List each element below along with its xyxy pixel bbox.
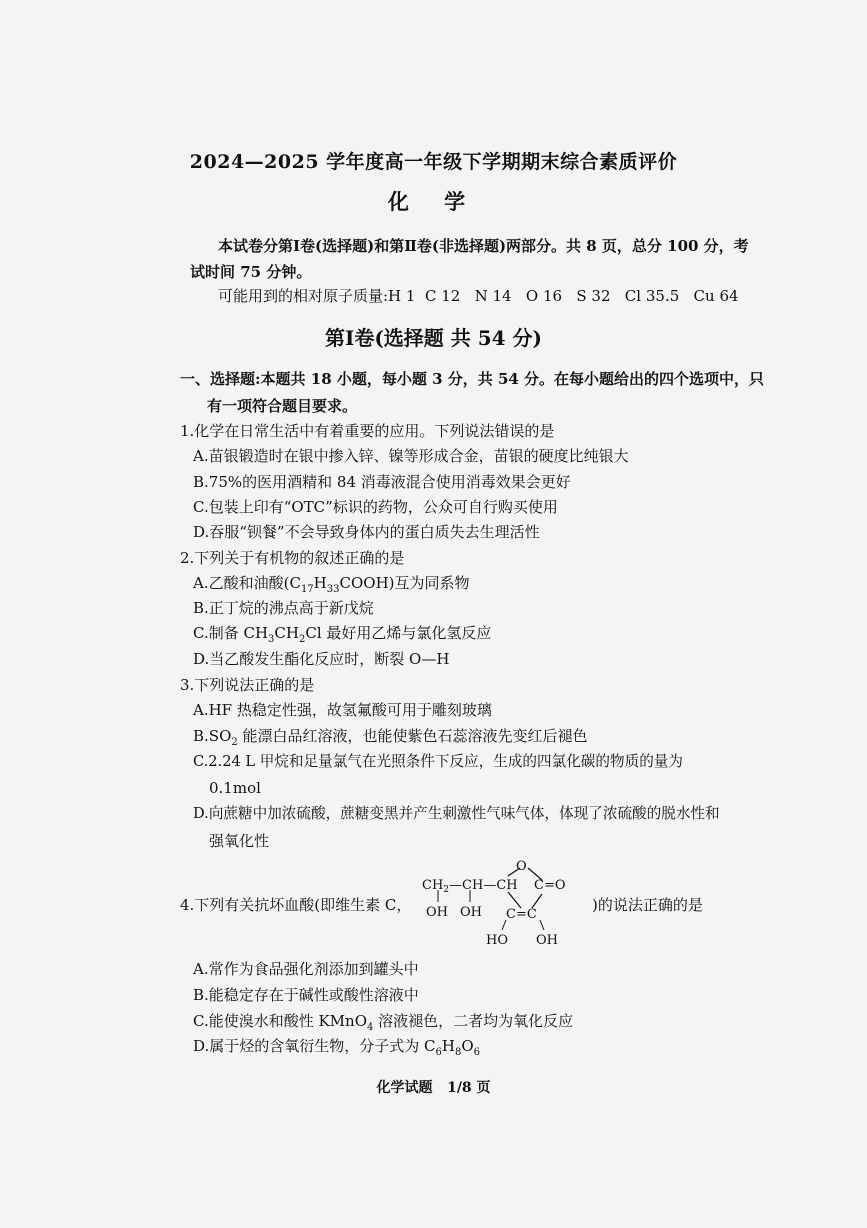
ring-bond <box>508 892 521 908</box>
q2-option-d: D.当乙酸发生酯化反应时，断裂 O—H <box>193 650 450 668</box>
carbonyl-label: C=O <box>534 878 566 893</box>
q1-option-a: A.苗银锻造时在银中掺入锌、镍等形成合金，苗银的硬度比纯银大 <box>193 447 629 465</box>
exam-title: 2024—2025 学年度高一年级下学期期末综合素质评价 <box>189 151 678 173</box>
oh-label-1: OH <box>426 905 448 920</box>
q1-stem: 1.化学在日常生活中有着重要的应用。下列说法错误的是 <box>180 422 555 440</box>
q1-option-b: B.75%的医用酒精和 84 消毒液混合使用消毒效果会更好 <box>193 473 571 491</box>
q4-option-d: D.属于烃的含氧衍生物，分子式为 $C_6H_8O_6$ <box>193 1037 481 1058</box>
q2-option-c: C.制备 $CH_3CH_2Cl$ 最好用乙烯与氯化氢反应 <box>193 624 492 645</box>
vitamin-c-structure-drawing <box>420 858 590 950</box>
q4-stem-end: )的说法正确的是 <box>592 896 703 914</box>
q4-option-b: B.能稳定存在于碱性或酸性溶液中 <box>193 986 419 1004</box>
q1-option-d: D.吞服“钡餐”不会导致身体内的蛋白质失去生理活性 <box>193 523 540 541</box>
oh-label-2: OH <box>460 905 482 920</box>
oh-bond <box>540 920 544 930</box>
q3-option-a: A.HF 热稳定性强，故氢氟酸可用于雕刻玻璃 <box>193 701 492 719</box>
section-title: 第Ⅰ卷(选择题 共 54 分) <box>324 326 542 350</box>
oh-label-3: OH <box>536 933 558 948</box>
q1-option-c: C.包装上印有“OTC”标识的药物，公众可自行购买使用 <box>193 498 558 516</box>
vitamin-c-structure <box>420 858 590 950</box>
ring-oxygen-label: O <box>516 859 527 874</box>
q3-option-b: $B.SO_2$ 能漂白品红溶液，也能使紫色石蕊溶液先变红后褪色 <box>193 727 588 748</box>
q4-option-a: A.常作为食品强化剂添加到罐头中 <box>193 960 419 978</box>
intro-line-1: 本试卷分第Ⅰ卷(选择题)和第Ⅱ卷(非选择题)两部分。共 8 页，总分 100 分，考 <box>218 237 749 255</box>
q4-stem-start: 4.下列有关抗坏血酸(即维生素 C， <box>180 896 412 914</box>
q3-option-c-line-1: C.2.24 L 甲烷和足量氯气在光照条件下反应，生成的四氯化碳的物质的量为 <box>193 753 683 770</box>
atomic-masses: 可能用到的相对原子质量:H 1 C 12 N 14 O 16 S 32 Cl 35.5 Cu 64 <box>218 287 739 305</box>
q3-option-d-line-2: 强氧化性 <box>209 832 270 850</box>
q2-option-a: A.乙酸和油酸$(C_{17}H_{33}COOH)$互为同系物 <box>193 574 470 595</box>
q3-stem: 3.下列说法正确的是 <box>180 676 315 694</box>
ho-label: HO <box>486 933 508 948</box>
ch2-label: $CH_2—CH—CH$ <box>422 878 518 895</box>
double-bond-label: C=C <box>506 907 537 922</box>
q3-option-c-line-2: 0.1mol <box>209 779 261 797</box>
intro-line-2: 试时间 75 分钟。 <box>190 263 312 281</box>
q4-option-c: C.能使溴水和酸性 KMnO$_4$ 溶液褪色，二者均为氧化反应 <box>193 1012 574 1033</box>
page-footer: 化学试题 1/8 页 <box>376 1080 491 1096</box>
subject-heading: 化 学 <box>387 189 480 214</box>
q2-stem: 2.下列关于有机物的叙述正确的是 <box>180 549 405 567</box>
q3-option-d-line-1: D.向蔗糖中加浓硫酸，蔗糖变黑并产生刺激性气味气体，体现了浓硫酸的脱水性和 <box>193 805 720 822</box>
instruction-line-1: 一、选择题:本题共 18 小题，每小题 3 分，共 54 分。在每小题给出的四个选项中，只 <box>180 370 765 388</box>
q2-option-b: B.正丁烷的沸点高于新戊烷 <box>193 599 374 617</box>
instruction-line-2: 有一项符合题目要求。 <box>207 397 358 415</box>
ring-bond <box>532 894 542 908</box>
